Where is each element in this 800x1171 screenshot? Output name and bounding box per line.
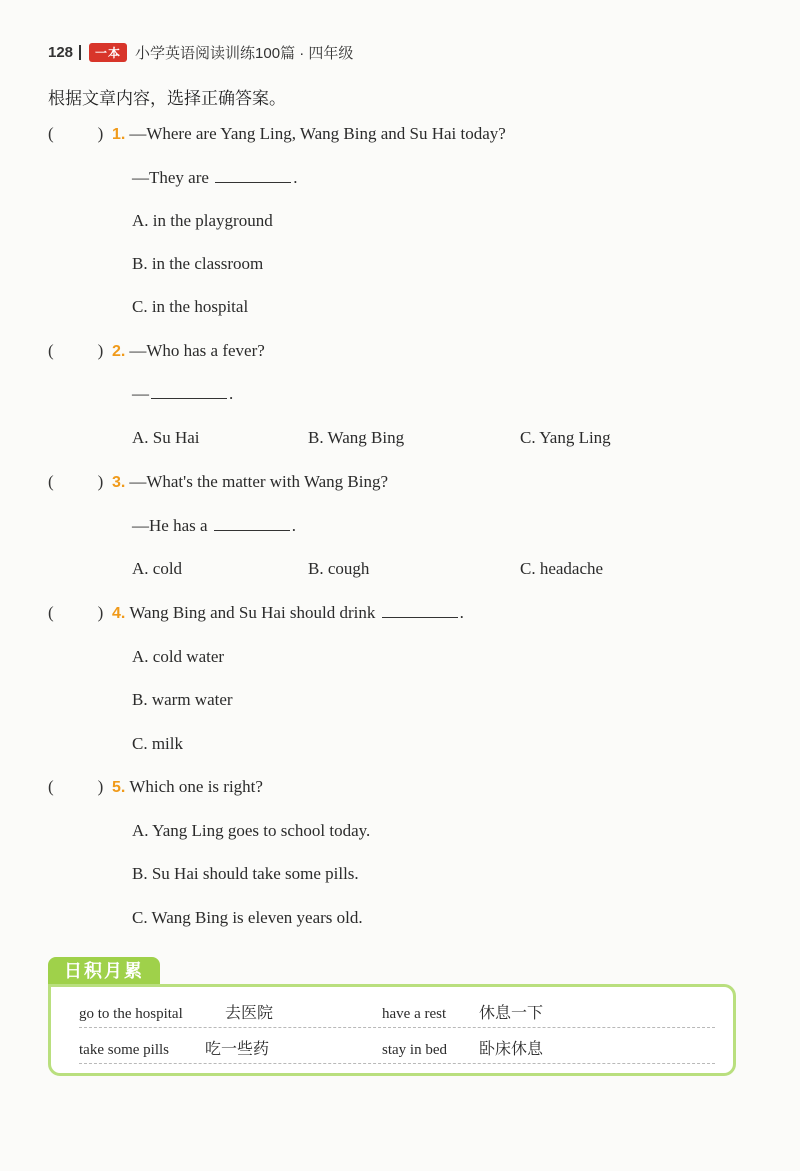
option-c[interactable]: C. headache	[520, 559, 604, 578]
question-stem: Wang Bing and Su Hai should drink	[129, 603, 376, 622]
answer-blank[interactable]	[215, 181, 291, 183]
vocab-row	[79, 995, 715, 1028]
question-stem: —What's the matter with Wang Bing?	[129, 472, 389, 491]
option-c[interactable]: C. Yang Ling	[520, 428, 611, 447]
answer-paren[interactable]: ( )	[48, 341, 104, 360]
question-number: 4.	[112, 605, 126, 622]
book-title: 小学英语阅读训练100篇 · 四年级	[135, 44, 354, 62]
vocab-english: go to the hospital	[79, 1006, 183, 1022]
option-c[interactable]: C. Wang Bing is eleven years old.	[132, 908, 363, 927]
question-number: 2.	[112, 343, 126, 360]
question-number: 3.	[112, 474, 126, 491]
option-c[interactable]: C. in the hospital	[132, 297, 249, 316]
option-b[interactable]: B. Su Hai should take some pills.	[132, 864, 359, 883]
vocab-title-tab: 日积月累	[48, 957, 160, 987]
question-number: 1.	[112, 126, 126, 143]
answer-line: —He has a .	[132, 516, 297, 535]
question-1	[48, 124, 506, 144]
question-3	[48, 472, 388, 492]
answer-paren[interactable]: ( )	[48, 777, 104, 796]
vocab-english: stay in bed	[382, 1042, 447, 1058]
answer-paren[interactable]: ( )	[48, 124, 104, 143]
answer-line: —They are .	[132, 168, 298, 187]
vocab-chinese: 吃一些药	[205, 1039, 270, 1058]
page-number: 128	[48, 43, 74, 61]
answer-paren[interactable]: ( )	[48, 603, 104, 622]
page-header	[48, 40, 353, 64]
question-4: ( ) 4. Wang Bing and Su Hai should drink .	[48, 603, 464, 622]
question-5	[48, 777, 263, 797]
instruction-text: 根据文章内容，选择正确答案。	[48, 89, 286, 109]
option-b[interactable]: B. cough	[308, 559, 370, 578]
option-b[interactable]: B. warm water	[132, 690, 233, 709]
vocab-box	[48, 984, 736, 1076]
answer-blank[interactable]	[214, 529, 290, 531]
vocab-english: have a rest	[382, 1006, 447, 1022]
answer-blank[interactable]	[382, 616, 458, 618]
option-c[interactable]: C. milk	[132, 734, 184, 753]
option-b[interactable]: B. in the classroom	[132, 254, 264, 273]
option-a[interactable]: A. in the playground	[132, 211, 273, 230]
vocab-chinese: 卧床休息	[479, 1039, 544, 1058]
option-a[interactable]: A. Yang Ling goes to school today.	[132, 821, 371, 840]
vocab-chinese: 休息一下	[479, 1003, 544, 1022]
answer-blank[interactable]	[151, 397, 227, 399]
option-a[interactable]: A. Su Hai	[132, 428, 200, 447]
vocab-english: take some pills	[79, 1042, 169, 1058]
option-a[interactable]: A. cold water	[132, 647, 225, 666]
answer-line: — .	[132, 384, 234, 403]
question-2	[48, 341, 265, 361]
option-a[interactable]: A. cold	[132, 559, 183, 578]
brand-logo: 一本	[89, 43, 127, 62]
question-stem: —Where are Yang Ling, Wang Bing and Su Hai today?	[129, 124, 506, 143]
vocab-row	[79, 1031, 715, 1064]
question-stem: Which one is right?	[129, 777, 263, 796]
question-stem: —Who has a fever?	[129, 341, 265, 360]
question-number: 5.	[112, 779, 126, 796]
option-b[interactable]: B. Wang Bing	[308, 428, 405, 447]
header-divider	[79, 45, 81, 60]
answer-paren[interactable]: ( )	[48, 472, 104, 491]
vocab-chinese: 去医院	[225, 1003, 274, 1022]
